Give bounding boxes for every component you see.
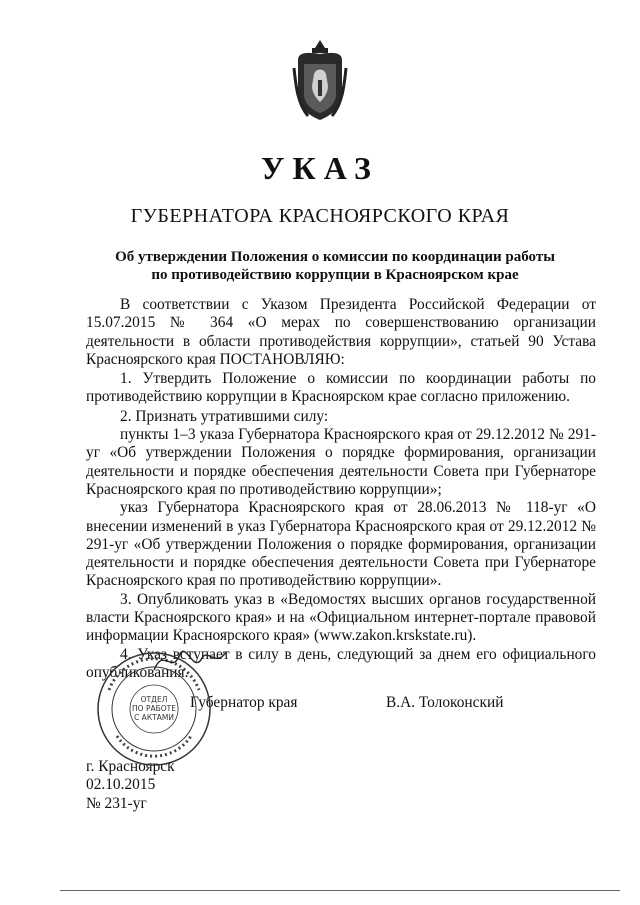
document-heading: [100, 248, 570, 284]
handwritten-signature: [150, 640, 230, 680]
document-subtitle: ГУБЕРНАТОРА КРАСНОЯРСКОГО КРАЯ: [130, 205, 510, 227]
stamp-line-2: ПО РАБОТЕ: [132, 704, 176, 713]
document-footer: [86, 758, 175, 813]
item-2a-paragraph: пункты 1–3 указа Губернатора Красноярского края от 29.12.2012 № 291-уг «Об утверждении Положения о порядке формирования, организации деятельности и порядке обеспечения деятельности Совета при Губернаторе Красноярского края по противодействию коррупции»;: [86, 426, 596, 498]
item-3-paragraph: 3. Опубликовать указ в «Ведомостях высших органов государственной власти Красноярского края» и на «Официальном интернет-портале правовой информации Красноярского края» (www.zakon.krskstate.ru).: [86, 590, 596, 645]
document-body: [86, 296, 596, 682]
stamp-line-3: С АКТАМИ: [134, 713, 174, 722]
place-of-signing: г. Красноярск: [86, 758, 175, 775]
footer-rule: [60, 890, 620, 891]
document-date: 02.10.2015: [86, 776, 156, 794]
signature-role: Губернатор края: [190, 694, 298, 711]
stamp-line-1: ОТДЕЛ: [140, 695, 168, 704]
item-2b-paragraph: указ Губернатора Красноярского края от 28.06.2013 № 118-уг «О внесении изменений в указ Губернатора Красноярского края от 29.12.2012 № 291-уг «Об утверждении Положения о порядке формирования, организации деятельности и порядке обеспечения деятельности Совета при Губернаторе Красноярского края по противодействию коррупции».: [86, 499, 596, 590]
heading-line-1: Об утверждении Положения о комиссии по координации работы: [115, 249, 555, 265]
item-2-paragraph: 2. Признать утратившими силу:: [120, 407, 329, 425]
document-number: № 231-уг: [86, 794, 147, 812]
item-1-paragraph: 1. Утвердить Положение о комиссии по координации работы по противодействию коррупции в Красноярском крае согласно приложению.: [86, 370, 596, 406]
signature-name: В.А. Толоконский: [386, 694, 504, 711]
document-title: УКАЗ: [261, 150, 379, 186]
heading-line-2: по противодействию коррупции в Красноярском крае: [151, 267, 519, 283]
preamble-paragraph: В соответствии с Указом Президента Российской Федерации от 15.07.2015 № 364 «О мерах по совершенствованию организации деятельности в области противодействия коррупции», статьей 90 Устава Красноярского края ПОСТАНОВЛЯЮ:: [86, 296, 596, 368]
item-4-paragraph: 4. Указ вступает в силу в день, следующий за днем его официального опубликования.: [86, 645, 596, 681]
coat-of-arms-emblem: [292, 38, 348, 122]
